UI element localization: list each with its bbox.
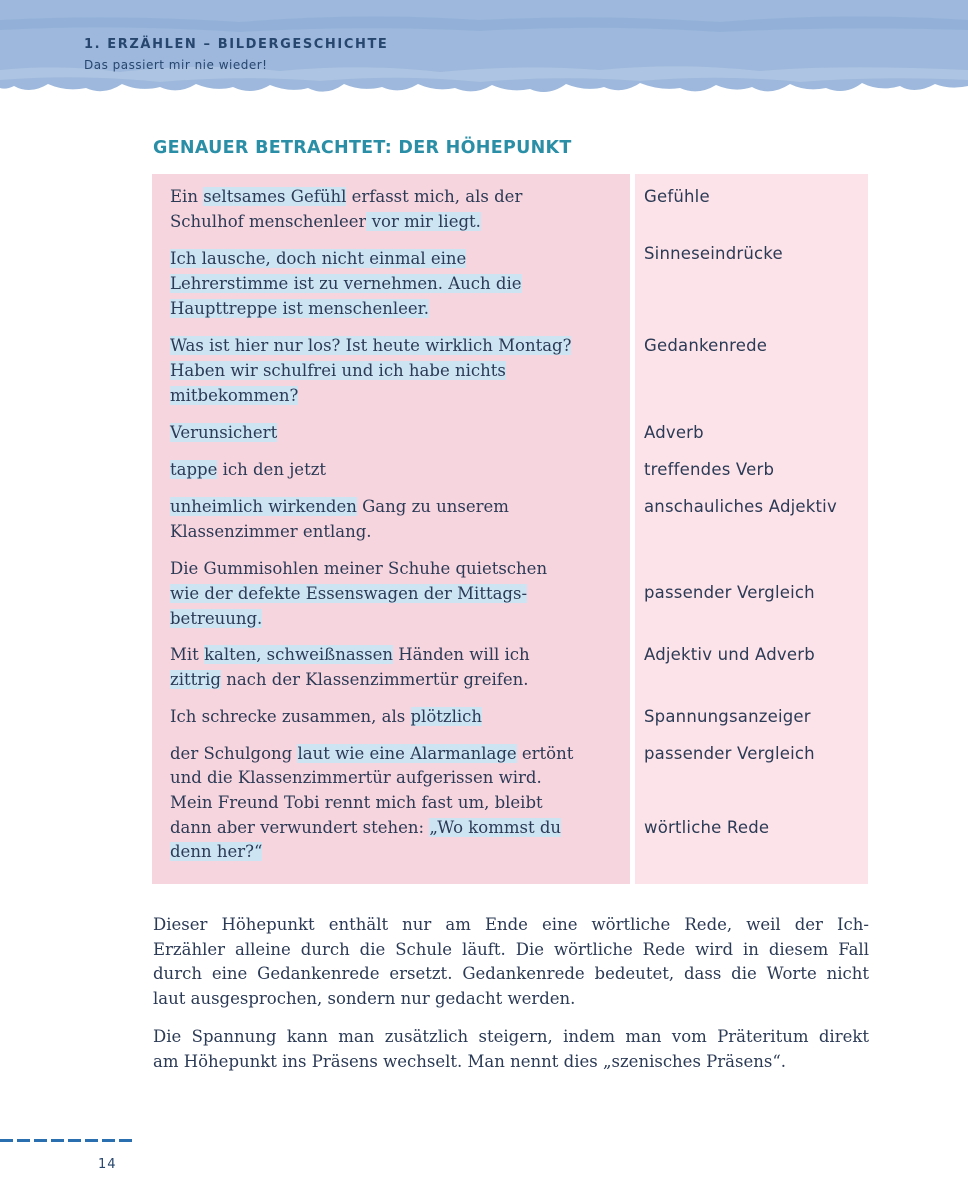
- plain-text: und die Klassenzimmertür aufgerissen wird.: [170, 768, 542, 787]
- highlighted-phrase: vor mir liegt.: [366, 212, 481, 231]
- highlighted-phrase: kalten, schweißnassen: [204, 645, 393, 664]
- highlighted-phrase: seltsames Gefühl: [203, 187, 347, 206]
- story-line: [170, 334, 571, 359]
- plain-text: Mit: [170, 645, 205, 664]
- technique-label: Spannungsanzeiger: [644, 707, 811, 726]
- plain-text: Gang zu unserem: [356, 497, 509, 516]
- plain-text: der Schulgong: [170, 744, 298, 763]
- story-line: [170, 668, 529, 693]
- plain-text: dann aber verwundert stehen:: [170, 818, 430, 837]
- highlighted-phrase: „Wo kommst du: [429, 818, 562, 837]
- highlighted-phrase: unheimlich wirkenden: [170, 497, 357, 516]
- highlighted-phrase: betreuung.: [170, 609, 263, 628]
- paragraph-line: laut ausgesprochen, sondern nur gedacht werden.: [153, 988, 576, 1008]
- story-line: [170, 458, 326, 483]
- highlighted-phrase: Haupttreppe ist menschenleer.: [170, 299, 429, 318]
- technique-label: passender Vergleich: [644, 583, 815, 602]
- plain-text: ich den jetzt: [217, 460, 327, 479]
- plain-text: ertönt: [516, 744, 574, 763]
- paragraph-line: Erzähler alleine durch die Schule läuft. Die wörtliche Rede wird in diesem Fall: [153, 939, 869, 959]
- story-line: [170, 520, 372, 545]
- paragraph-line: Die Spannung kann man zusätzlich steigern, indem man vom Präteritum direkt: [153, 1027, 869, 1046]
- story-line: [170, 185, 522, 210]
- paragraph-line: durch eine Gedankenrede ersetzt. Gedankenrede bedeutet, dass die Worte nicht: [153, 964, 869, 984]
- highlighted-phrase: wie der defekte Essenswagen der Mittags-: [170, 584, 528, 603]
- highlighted-phrase: Was ist hier nur los? Ist heute wirklich Montag?: [170, 336, 572, 355]
- highlighted-phrase: plötzlich: [410, 707, 483, 726]
- story-line: [170, 643, 530, 668]
- story-line: [170, 495, 509, 520]
- highlighted-phrase: Verunsichert: [170, 423, 278, 442]
- brush-stroke-background: [0, 0, 968, 112]
- technique-label: Gefühle: [644, 187, 710, 206]
- page-heading: GENAUER BETRACHTET: DER HÖHEPUNKT: [153, 138, 572, 158]
- section-subtitle: Das passiert mir nie wieder!: [84, 58, 268, 72]
- story-line: [170, 791, 543, 816]
- story-line: [170, 272, 522, 297]
- technique-label: wörtliche Rede: [644, 818, 770, 837]
- story-analysis-table: [152, 174, 868, 884]
- plain-text: Die Gummisohlen meiner Schuhe quietschen: [170, 559, 548, 578]
- plain-text: Händen will ich: [393, 645, 530, 664]
- story-line: [170, 359, 506, 384]
- section-title: 1. ERZÄHLEN – BILDERGESCHICHTE: [84, 37, 389, 52]
- highlighted-phrase: Lehrerstimme ist zu vernehmen. Auch die: [170, 274, 522, 293]
- plain-text: Klassenzimmer entlang.: [170, 522, 372, 541]
- story-line: [170, 421, 277, 446]
- highlighted-phrase: zittrig: [170, 670, 221, 689]
- header-band: [0, 0, 968, 112]
- plain-text: Mein Freund Tobi rennt mich fast um, bleibt: [170, 793, 543, 812]
- story-line: [170, 297, 429, 322]
- plain-text: erfasst mich, als der: [346, 187, 523, 206]
- story-line: [170, 816, 561, 841]
- story-line: [170, 384, 298, 409]
- paragraph-line: am Höhepunkt ins Präsens wechselt. Man nennt dies „szenisches Präsens“.: [153, 1051, 786, 1071]
- highlighted-phrase: mitbekommen?: [170, 386, 299, 405]
- technique-label-column: [635, 174, 868, 884]
- story-line: [170, 705, 482, 730]
- highlighted-phrase: denn her?“: [170, 842, 263, 861]
- page-number: 14: [98, 1157, 117, 1172]
- technique-label: Adjektiv und Adverb: [644, 645, 815, 664]
- explanation-paragraph: [153, 1025, 869, 1074]
- story-line: [170, 210, 481, 235]
- paragraph-line: Dieser Höhepunkt enthält nur am Ende eine wörtliche Rede, weil der Ich-: [153, 915, 869, 934]
- story-line: [170, 840, 262, 865]
- story-line: [170, 582, 527, 607]
- highlighted-phrase: Ich lausche, doch nicht einmal eine: [170, 249, 467, 268]
- technique-label: Sinneseindrücke: [644, 244, 783, 263]
- plain-text: Schulhof menschenleer: [170, 212, 367, 231]
- footer-dashes: [0, 1139, 132, 1142]
- plain-text: nach der Klassenzimmertür greifen.: [220, 670, 529, 689]
- plain-text: Ein: [170, 187, 204, 206]
- technique-label: treffendes Verb: [644, 460, 775, 479]
- highlighted-phrase: Haben wir schulfrei und ich habe nichts: [170, 361, 506, 380]
- story-line: [170, 766, 542, 791]
- technique-label: Adverb: [644, 423, 704, 442]
- highlighted-phrase: tappe: [170, 460, 218, 479]
- highlighted-phrase: laut wie eine Alarmanlage: [297, 744, 517, 763]
- technique-label: Gedankenrede: [644, 336, 768, 355]
- technique-label: passender Vergleich: [644, 744, 815, 763]
- technique-label: anschauliches Adjektiv: [644, 497, 837, 516]
- story-line: [170, 742, 573, 767]
- plain-text: Ich schrecke zusammen, als: [170, 707, 411, 726]
- explanation-paragraph: [153, 913, 869, 1011]
- story-line: [170, 557, 547, 582]
- story-line: [170, 247, 466, 272]
- story-line: [170, 607, 262, 632]
